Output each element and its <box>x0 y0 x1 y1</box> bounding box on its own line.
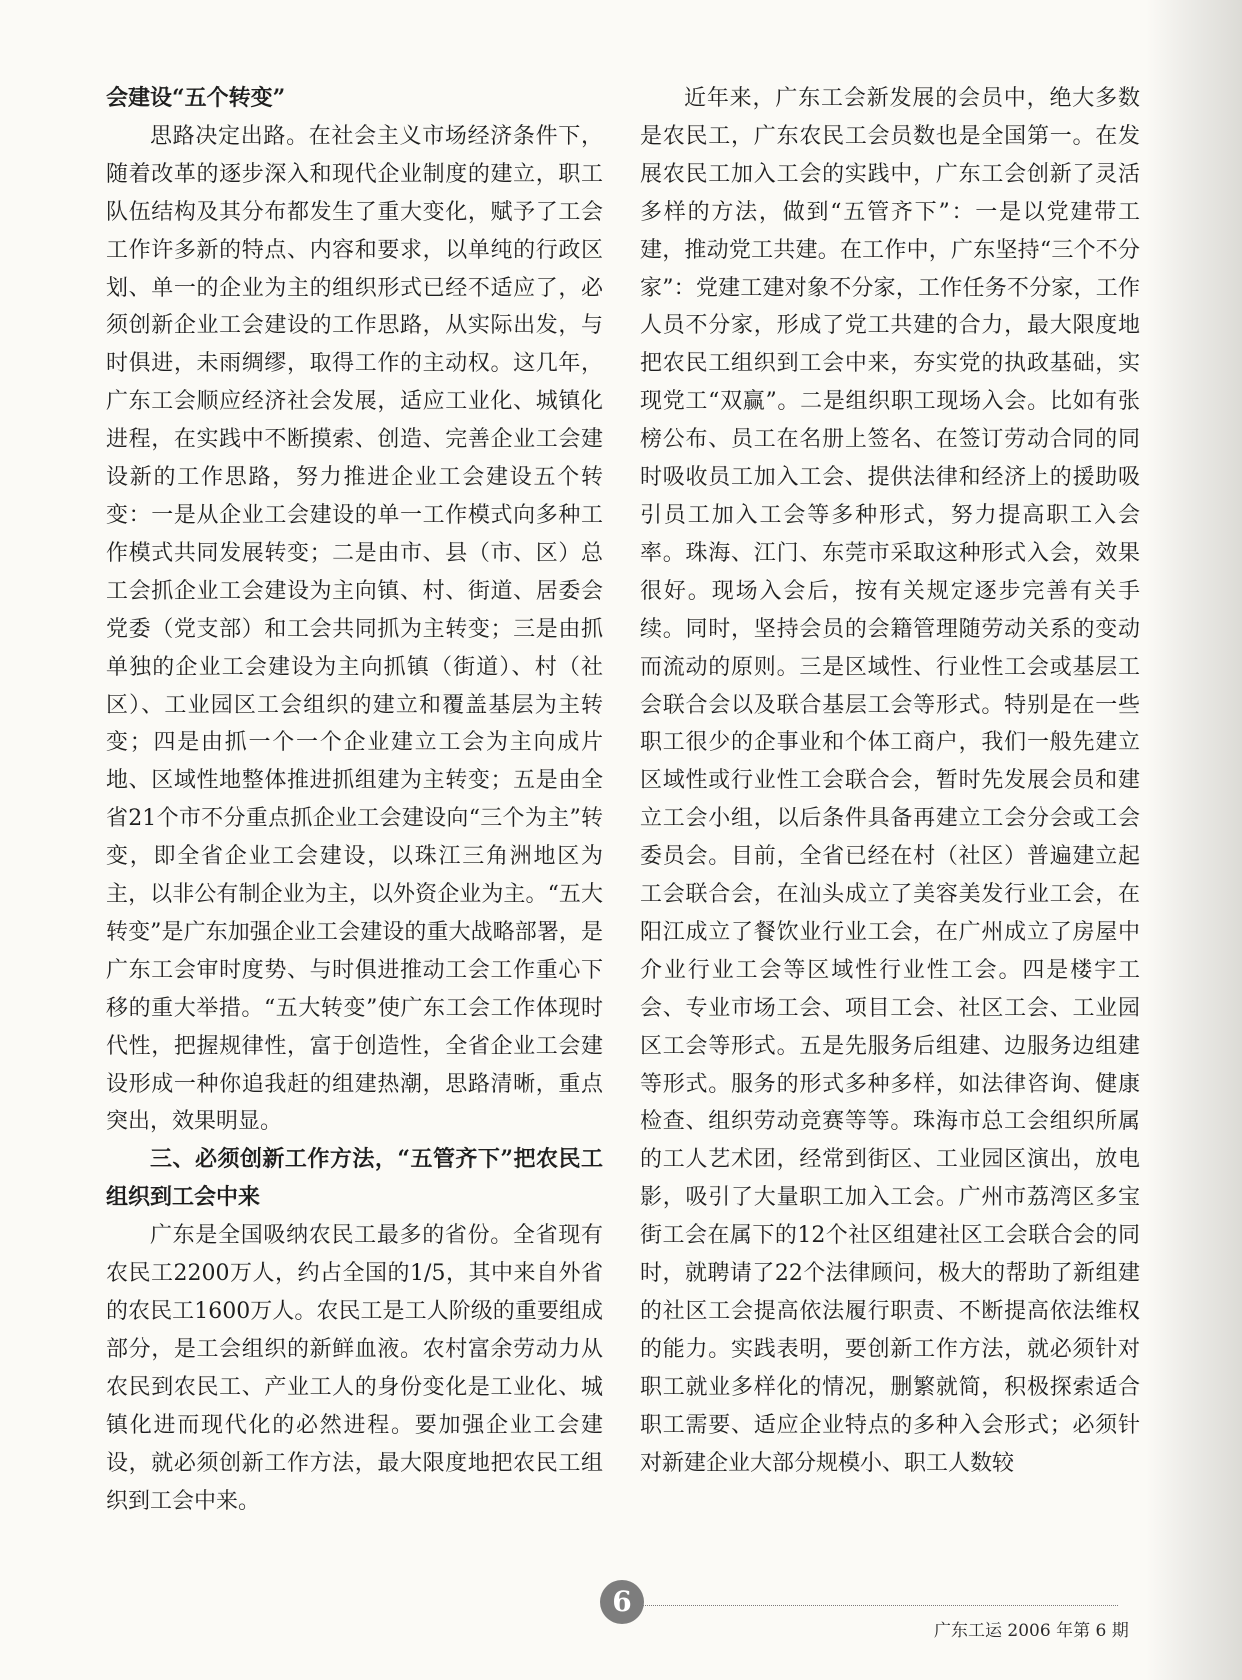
left-column <box>106 80 603 1520</box>
body-paragraph-3: 近年来，广东工会新发展的会员中，绝大多数是农民工，广东农民工会员数也是全国第一。在发展农民工加入工会的实践中，广东工会创新了灵活多样的方法，做到“五管齐下”：一是以党建带工建，推动党工共建。在工作中，广东坚持“三个不分家”：党建工建对象不分家，工作任务不分家，工作人员不分家，形成了党工共建的合力，最大限度地把农民工组织到工会中来，夯实党的执政基础，实现党工“双赢”。二是组织职工现场入会。比如有张榜公布、员工在名册上签名、在签订劳动合同的同时吸收员工加入工会、提供法律和经济上的援助吸引员工加入工会等多种形式，努力提高职工入会率。珠海、江门、东莞市采取这种形式入会，效果很好。现场入会后，按有关规定逐步完善有关手续。同时，坚持会员的会籍管理随劳动关系的变动而流动的原则。三是区域性、行业性工会或基层工会联合会以及联合基层工会等形式。特别是在一些职工很少的企事业和个体工商户，我们一般先建立区域性或行业性工会联合会，暂时先发展会员和建立工会小组，以后条件具备再建立工会分会或工会委员会。目前，全省已经在村（社区）普遍建立起工会联合会，在汕头成立了美容美发行业工会，在阳江成立了餐饮业行业工会，在广州成立了房屋中介业行业工会等区域性行业性工会。四是楼宇工会、专业市场工会、项目工会、社区工会、工业园区工会等形式。五是先服务后组建、边服务边组建等形式。服务的形式多种多样，如法律咨询、健康检查、组织劳动竞赛等等。珠海市总工会组织所属的工人艺术团，经常到街区、工业园区演出，放电影，吸引了大量职工加入工会。广州市荔湾区多宝街工会在属下的12个社区组建社区工会联合会的同时，就聘请了22个法律顾问，极大的帮助了新组建的社区工会提高依法履行职责、不断提高依法维权的能力。实践表明，要创新工作方法，就必须针对职工就业多样化的情况，删繁就简，积极探索适合职工需要、适应企业特点的多种入会形式；必须针对新建企业大部分规模小、职工人数较 <box>640 86 1140 1476</box>
heading-continuation: 会建设“五个转变” <box>106 85 286 111</box>
scan-shadow <box>1146 0 1242 1680</box>
right-column <box>640 80 1140 1483</box>
page-number: 6 <box>600 1580 644 1624</box>
footer-rule <box>640 1605 1118 1606</box>
body-paragraph-2: 广东是全国吸纳农民工最多的省份。全省现有农民工2200万人，约占全国的1/5，其中来自外省的农民工1600万人。农民工是工人阶级的重要组成部分，是工会组织的新鲜血液。农村富余劳动力从农民到农民工、产业工人的身份变化是工业化、城镇化进而现代化的必然进程。要加强企业工会建设，就必须创新工作方法，最大限度地把农民工组织到工会中来。 <box>106 1223 603 1514</box>
body-paragraph-1: 思路决定出路。在社会主义市场经济条件下，随着改革的逐步深入和现代企业制度的建立，职工队伍结构及其分布都发生了重大变化，赋予了工会工作许多新的特点、内容和要求，以单纯的行政区划、单一的企业为主的组织形式已经不适应了，必须创新企业工会建设的工作思路，从实际出发，与时俱进，未雨绸缪，取得工作的主动权。这几年，广东工会顺应经济社会发展，适应工业化、城镇化进程，在实践中不断摸索、创造、完善企业工会建设新的工作思路，努力推进企业工会建设五个转变：一是从企业工会建设的单一工作模式向多种工作模式共同发展转变；二是由市、县（市、区）总工会抓企业工会建设为主向镇、村、街道、居委会党委（党支部）和工会共同抓为主转变；三是由抓单独的企业工会建设为主向抓镇（街道）、村（社区）、工业园区工会组织的建立和覆盖基层为主转变；四是由抓一个一个企业建立工会为主向成片地、区域性地整体推进抓组建为主转变；五是由全省21个市不分重点抓企业工会建设向“三个为主”转变，即全省企业工会建设，以珠江三角洲地区为主，以非公有制企业为主，以外资企业为主。“五大转变”是广东加强企业工会建设的重大战略部署，是广东工会审时度势、与时俱进推动工会工作重心下移的重大举措。“五大转变”使广东工会工作体现时代性，把握规律性，富于创造性，全省企业工会建设形成一种你追我赶的组建热潮，思路清晰，重点突出，效果明显。 <box>106 123 603 1135</box>
journal-info: 广东工运 2006 年第 6 期 <box>934 1621 1129 1641</box>
section-heading: 三、必须创新工作方法，“五管齐下”把农民工组织到工会中来 <box>106 1146 603 1211</box>
